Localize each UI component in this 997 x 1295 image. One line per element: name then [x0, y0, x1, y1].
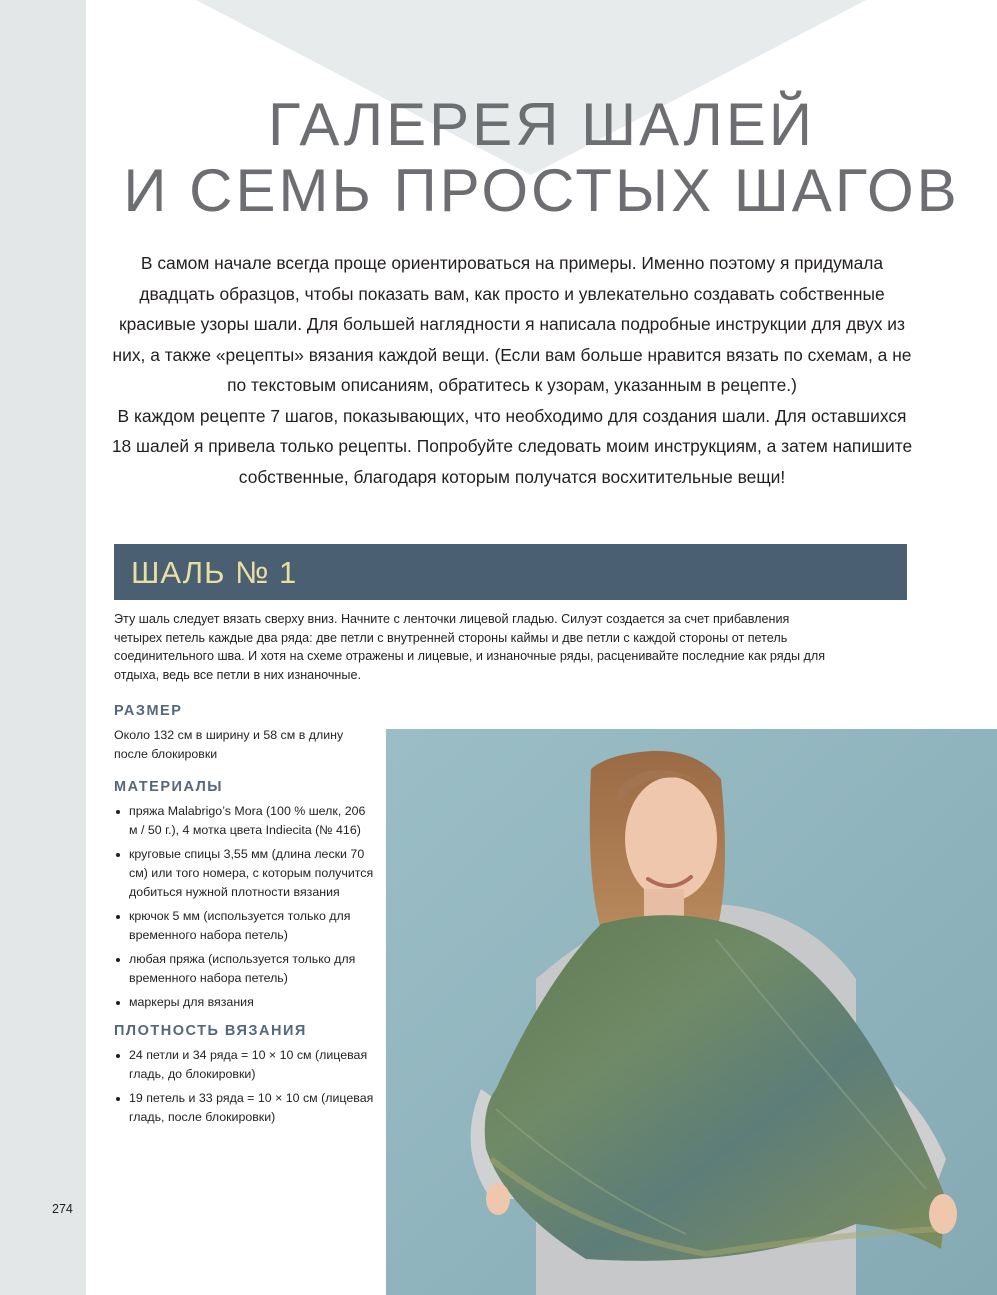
shawl-heading: ШАЛЬ № 1	[131, 555, 298, 590]
list-item: круговые спицы 3,55 мм (длина лески 70 см) или того номера, с которым получится добиться нужной плотности вязания	[114, 845, 376, 902]
page-title-line-2: И СЕМЬ ПРОСТЫХ ШАГОВ	[123, 157, 960, 224]
materials-heading: МАТЕРИАЛЫ	[114, 779, 223, 795]
shawl-model-photo	[386, 729, 997, 1295]
list-item: крючок 5 мм (используется только для временного набора петель)	[114, 907, 376, 945]
gauge-list	[114, 1046, 376, 1127]
shawl-description-text: Эту шаль следует вязать сверху вниз. Начните с ленточки лицевой гладью. Силуэт создается за счет прибавления четырех петель каждые два ряда: две петли с внутренней стороны каймы и две петли с каждой стороны от петель соединительного шва. И хотя на схеме отражены и лицевые, и изнаночные ряды, расценивайте последние как ряды для отдыха, ведь все петли в них изнаночные.	[114, 612, 826, 682]
intro-paragraph: В каждом рецепте 7 шагов, показывающих, что необходимо для создания шали. Для оставшихся 18 шалей я привела только рецепты. Попробуйте следовать моим инструкциям, а затем напишите собственные, благодаря которым получатся восхитительные вещи!	[111, 405, 913, 487]
intro-text	[108, 248, 916, 492]
list-item: любая пряжа (используется только для временного набора петель)	[114, 950, 376, 988]
list-item: 19 петель и 33 ряда = 10 × 10 см (лицевая гладь, после блокировки)	[114, 1089, 376, 1127]
shawl-heading-banner	[114, 544, 907, 600]
size-heading: РАЗМЕР	[114, 703, 183, 719]
list-item: маркеры для вязания	[114, 993, 376, 1012]
list-item: 24 петли и 34 ряда = 10 × 10 см (лицевая гладь, до блокировки)	[114, 1046, 376, 1084]
shawl-description	[114, 610, 834, 684]
intro-paragraph: В самом начале всегда проще ориентироваться на примеры. Именно поэтому я придумала двадцать образцов, чтобы показать вам, как просто и увлекательно создавать собственные красивые узоры шали. Для большей наглядности я написала подробные инструкции для двух из них, а также «рецепты» вязания каждой вещи. (Если вам больше нравится вязать по схемам, а не по текстовым описаниям, обратитесь к узорам, указанным в рецепте.)	[112, 253, 912, 395]
list-item: пряжа Malabrigo’s Mora (100 % шелк, 206 м / 50 г.), 4 мотка цвета Indiecita (№ 416)	[114, 802, 376, 840]
page-number: 274	[52, 1202, 73, 1216]
gauge-heading: ПЛОТНОСТЬ ВЯЗАНИЯ	[114, 1023, 307, 1039]
page-side-band	[0, 0, 86, 1295]
pattern-details	[114, 700, 376, 1135]
materials-list	[114, 802, 376, 1012]
page-title	[86, 92, 997, 224]
page-title-line-1: ГАЛЕРЕЯ ШАЛЕЙ	[267, 91, 816, 158]
size-text: Около 132 см в ширину и 58 см в длину после блокировки	[114, 728, 344, 761]
